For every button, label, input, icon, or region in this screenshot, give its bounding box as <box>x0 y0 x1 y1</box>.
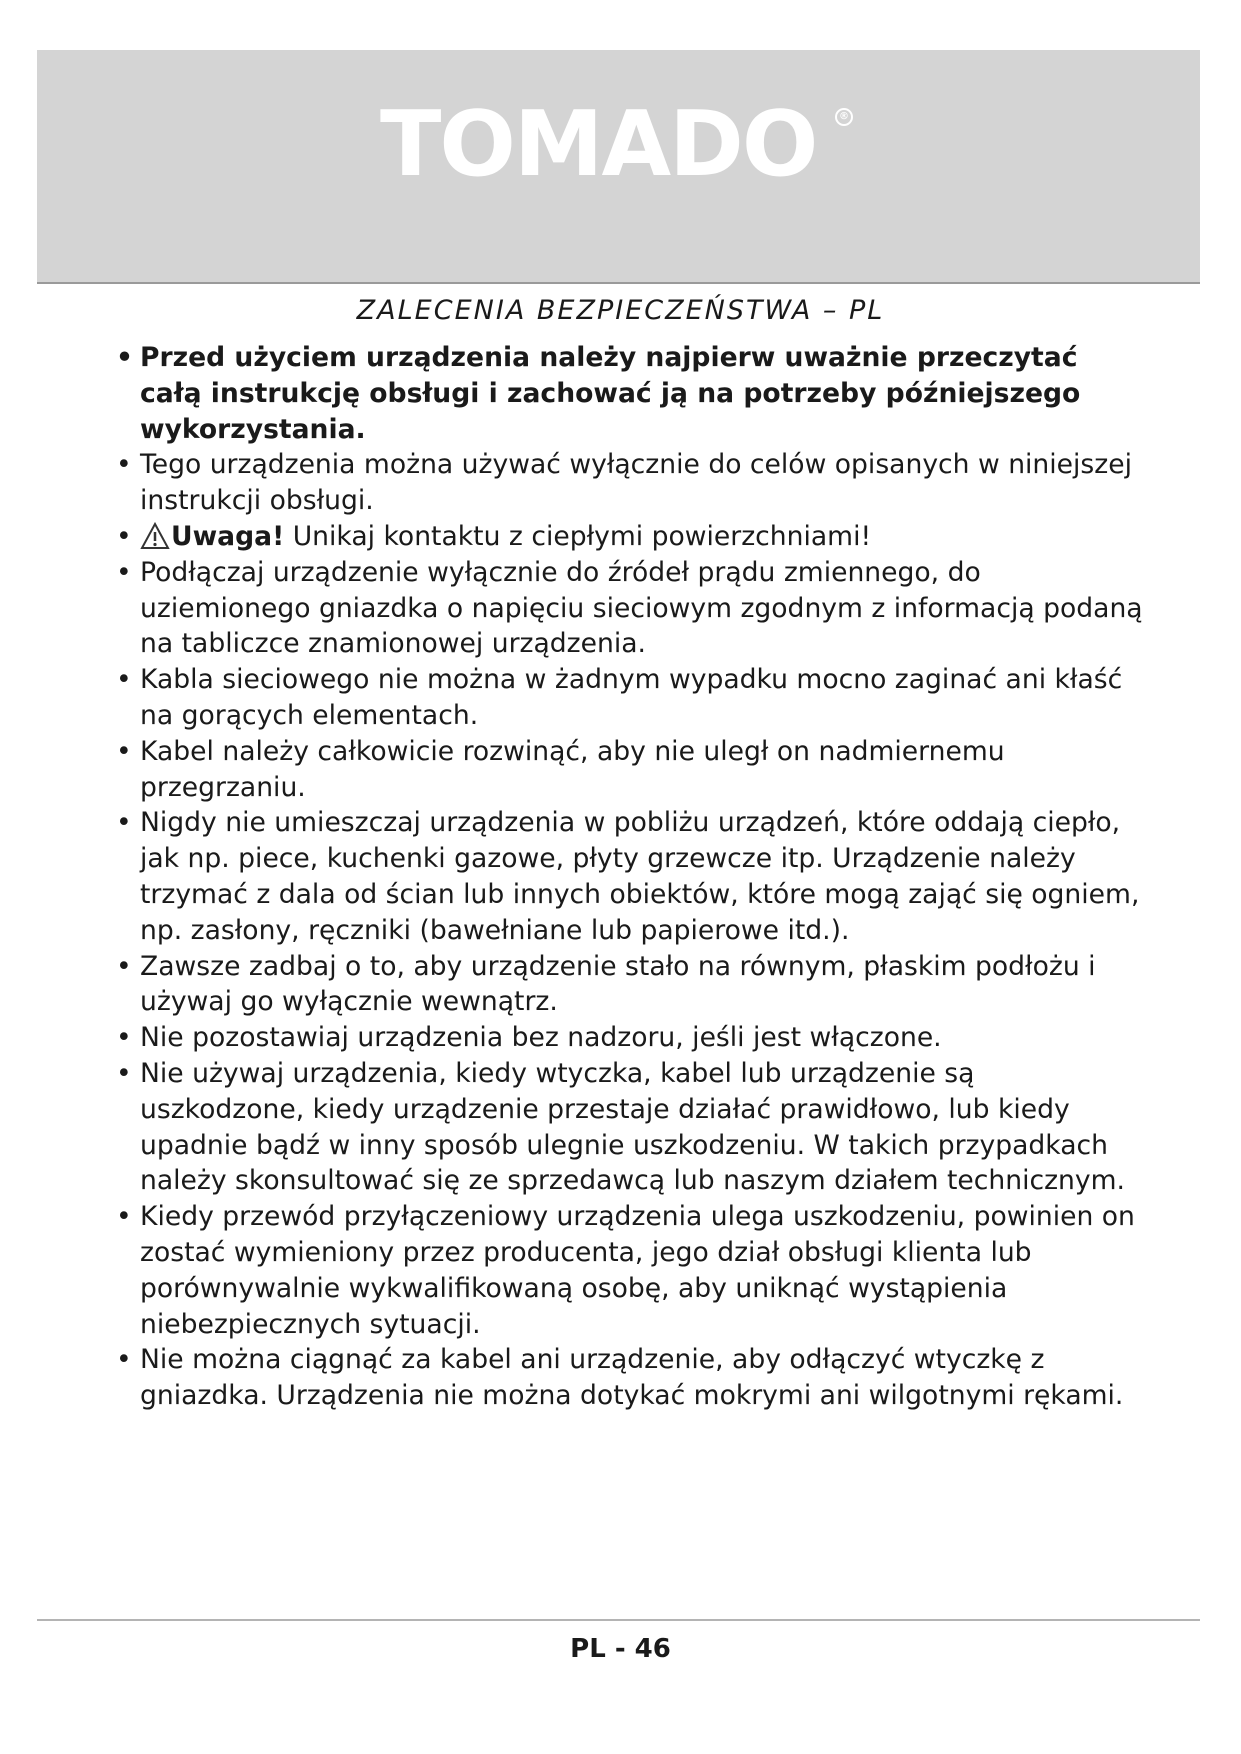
rule-text: Unikaj kontaktu z ciepłymi powierzchniami! <box>292 520 872 552</box>
rule-text: Nie można ciągnąć za kabel ani urządzenie, aby odłączyć wtyczkę z gniazdka. Urządzenia nie można dotykać mokrymi ani wilgotnymi rękami. <box>140 1344 1124 1412</box>
bullet: • <box>116 1057 132 1089</box>
bullet: • <box>116 556 132 588</box>
rule-text: Podłączaj urządzenie wyłącznie do źródeł prądu zmiennego, do uziemionego gniazdka o napięciu sieciowym zgodnym z informacją podaną na tabliczce znamionowej urządzenia. <box>140 556 1143 660</box>
bullet: • <box>116 342 133 373</box>
bullet: • <box>116 520 132 552</box>
rule-text: Kabla sieciowego nie można w żadnym wypadku mocno zaginać ani kłaść na gorących elementach. <box>140 664 1123 731</box>
list-item <box>116 1056 1146 1199</box>
list-item <box>116 447 1146 519</box>
page-number: PL - 46 <box>570 1634 671 1664</box>
rule-text: Kabel należy całkowicie rozwinąć, aby nie uległ on nadmiernemu przegrzaniu. <box>140 735 1005 803</box>
list-item <box>116 805 1146 948</box>
rule-text: Kiedy przewód przyłączeniowy urządzenia ulega uszkodzeniu, powinien on zostać wymieniony przez producenta, jego dział obsługi klienta lub porównywalnie wykwalifikowaną osobę, aby uniknąć wystąpienia niebezpiecznych sytuacji. <box>140 1201 1135 1340</box>
rule-text: Zawsze zadbaj o to, aby urządzenie stało na równym, płaskim podłożu i używaj go wyłącznie wewnątrz. <box>140 950 1096 1018</box>
list-item <box>116 1342 1146 1414</box>
bullet: • <box>116 807 132 839</box>
rule-text: Nigdy nie umieszczaj urządzenia w pobliżu urządzeń, które oddają ciepło, jak np. piece, kuchenki gazowe, płyty grzewcze itp. Urządzenie należy trzymać z dala od ścian lub innych obiektów, które mogą zająć się ogniem, np. zasłony, ręczniki (bawełniane lub papierowe itd.). <box>140 807 1140 946</box>
bullet: • <box>116 1344 132 1376</box>
bullet: • <box>116 664 132 696</box>
list-item <box>116 519 1146 555</box>
list-item <box>116 662 1146 734</box>
footer-divider <box>37 1619 1200 1621</box>
rule-text: Nie używaj urządzenia, kiedy wtyczka, kabel lub urządzenie są uszkodzone, kiedy urządzenie przestaje działać prawidłowo, lub kiedy upadnie bądź w inny sposób ulegnie uszkodzeniu. W takich przypadkach należy skonsultować się ze sprzedawcą lub naszym działem technicznym. <box>140 1057 1126 1197</box>
bullet: • <box>116 449 132 481</box>
brand-logo: TOMADO <box>380 92 817 197</box>
safety-rules-list <box>116 340 1146 1414</box>
list-item <box>116 340 1146 447</box>
rule-text: Przed użyciem urządzenia należy najpierw uważnie przeczytać całą instrukcję obsługi i zachować ją na potrzeby późniejszego wykorzystania. <box>140 342 1081 445</box>
bullet: • <box>116 950 132 982</box>
list-item <box>116 1020 1146 1056</box>
list-item <box>116 734 1146 806</box>
safety-instructions <box>116 340 1146 1414</box>
bullet: • <box>116 1201 132 1233</box>
page-title: ZALECENIA BEZPIECZEŃSTWA – PL <box>356 295 885 326</box>
list-item <box>116 1199 1146 1342</box>
warning-triangle-icon <box>140 522 170 550</box>
registered-trademark-icon: ® <box>835 108 853 126</box>
list-item <box>116 949 1146 1021</box>
bullet: • <box>116 1022 132 1054</box>
warning-label: Uwaga! <box>171 520 285 552</box>
rule-text: Nie pozostawiaj urządzenia bez nadzoru, jeśli jest włączone. <box>140 1022 942 1054</box>
list-item <box>116 555 1146 662</box>
rule-text: Tego urządzenia można używać wyłącznie do celów opisanych w niniejszej instrukcji obsługi. <box>140 449 1132 517</box>
bullet: • <box>116 735 132 767</box>
